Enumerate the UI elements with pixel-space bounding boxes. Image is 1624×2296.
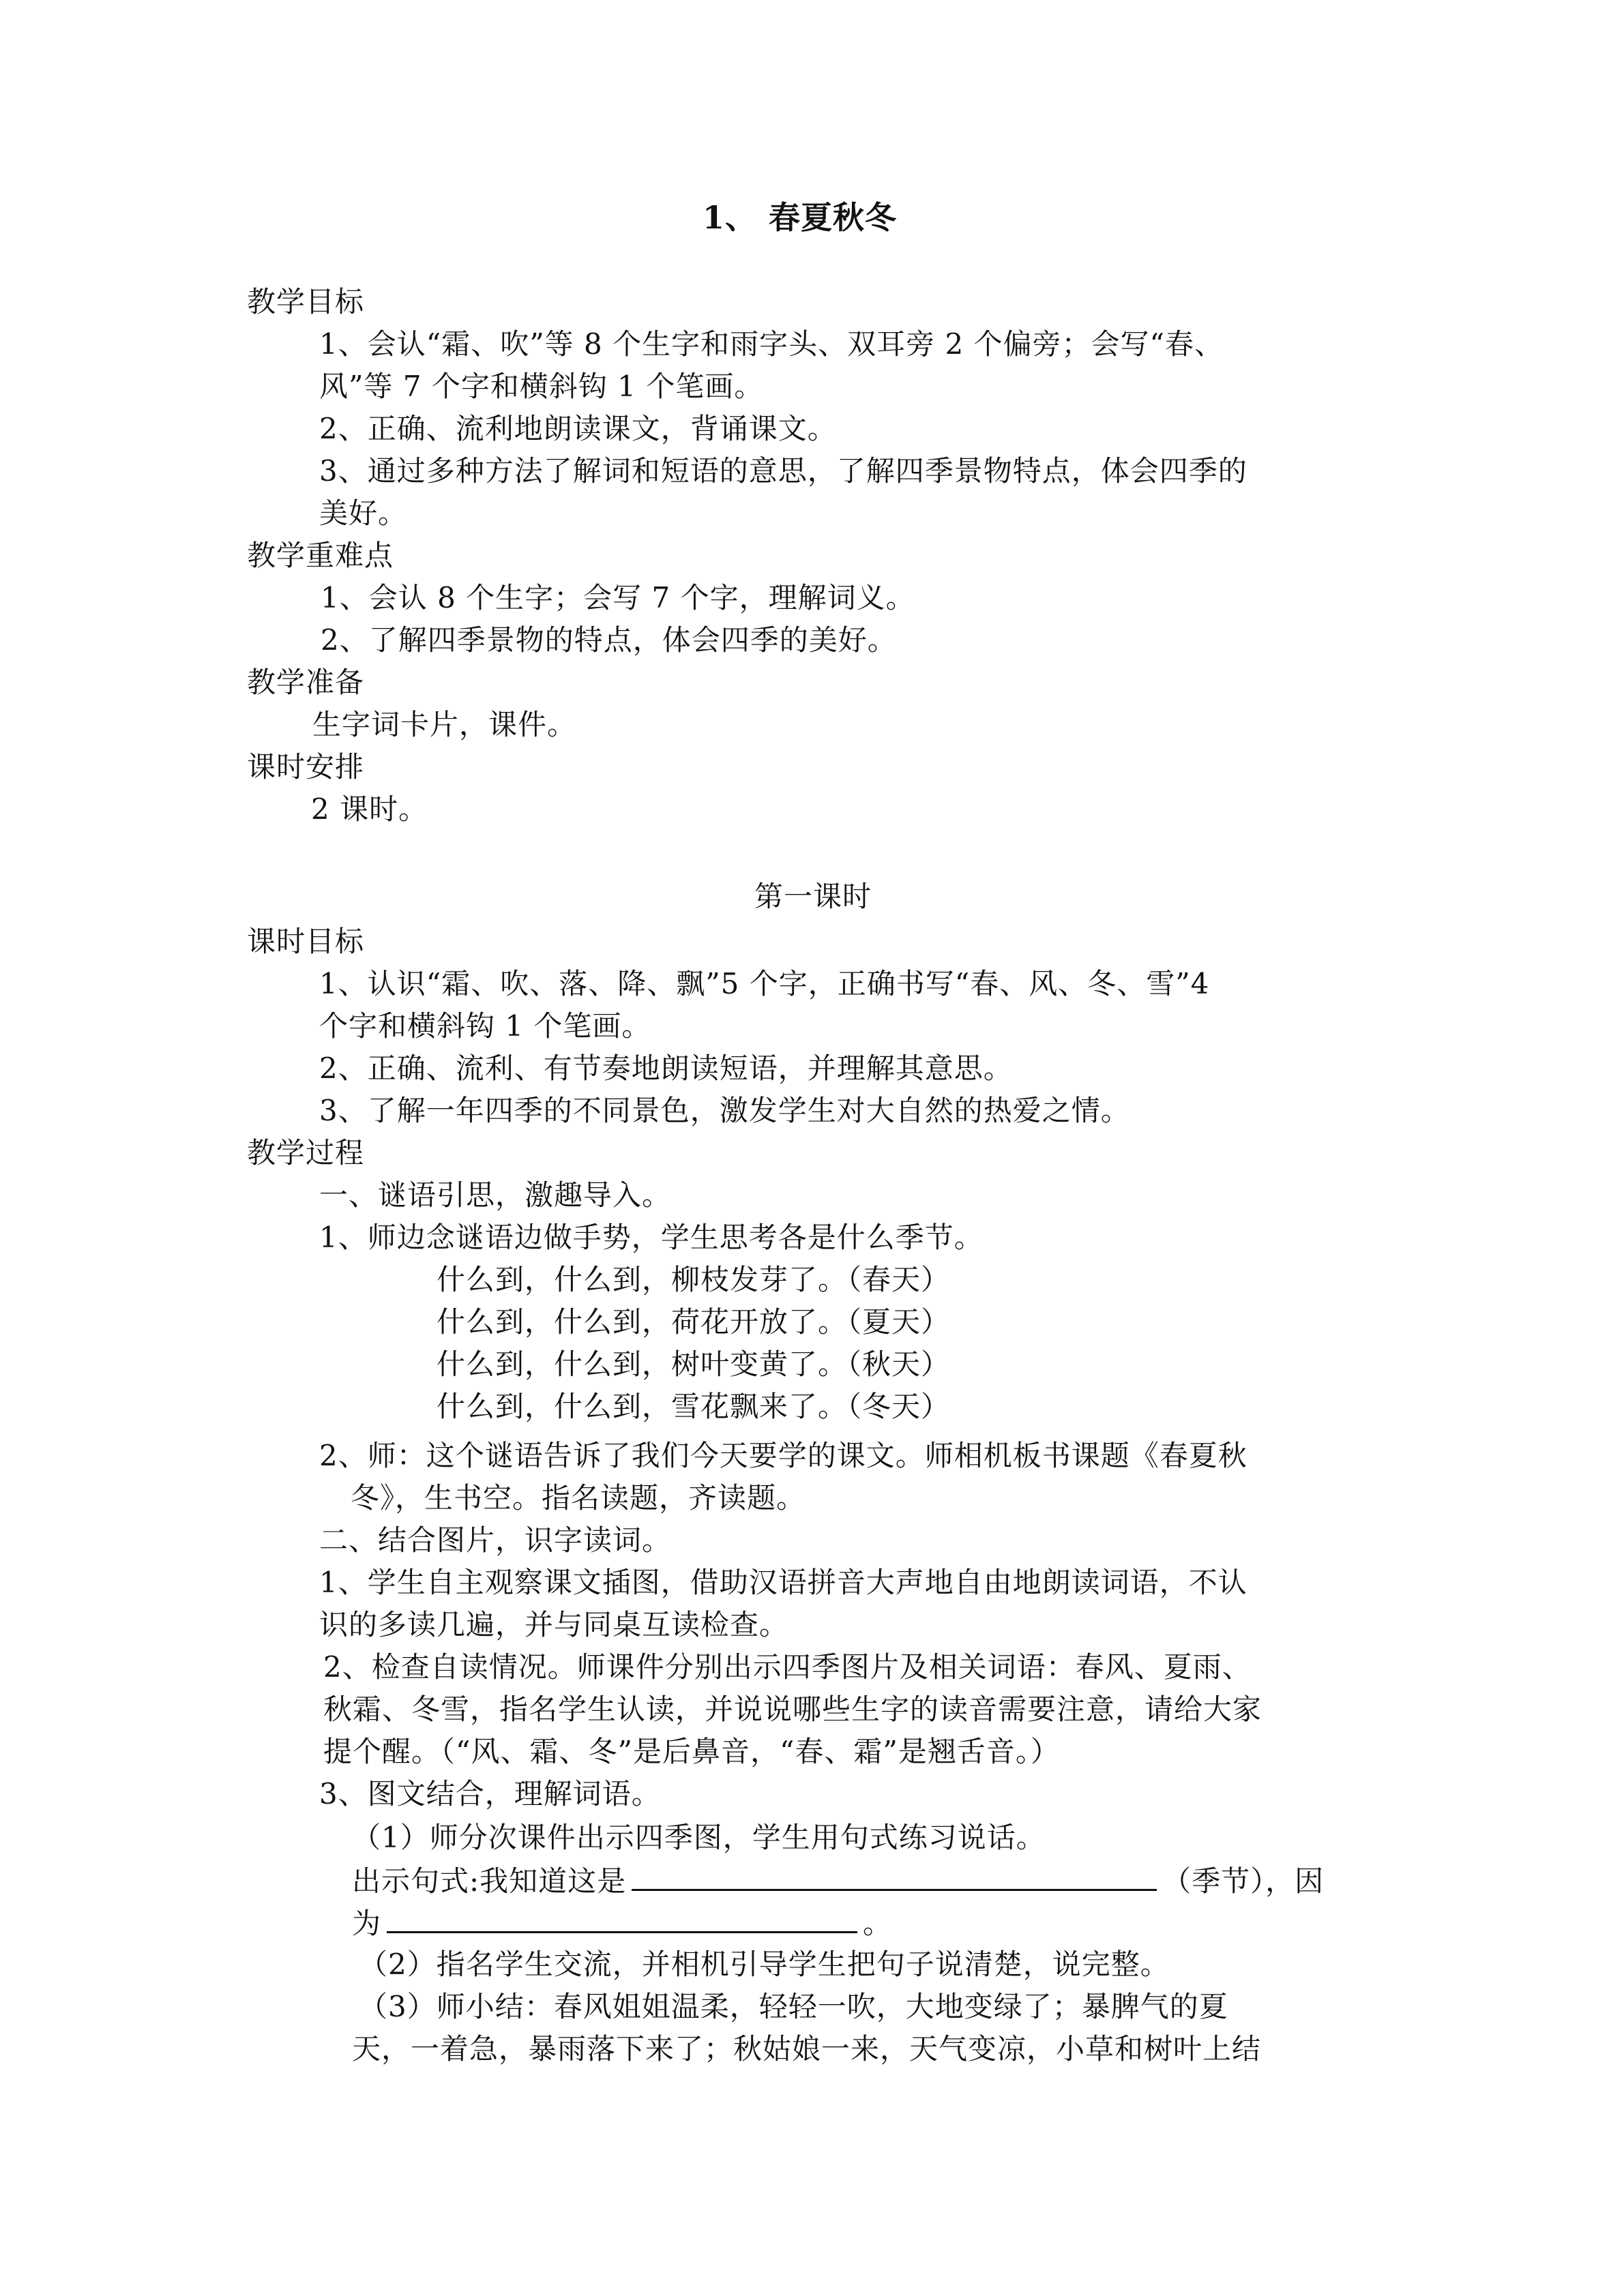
sentence-pattern-suffix: （季节），因 bbox=[1162, 1864, 1325, 1898]
text-line: 美好。 bbox=[319, 496, 408, 530]
text-line: 生字词卡片，课件。 bbox=[312, 708, 577, 741]
text-line: 2、了解四季景物的特点，体会四季的美好。 bbox=[321, 623, 897, 657]
sentence-pattern-line bbox=[352, 1901, 892, 1945]
text-line: 1、会认 8 个生字；会写 7 个字，理解词义。 bbox=[321, 581, 915, 614]
text-line: 1、学生自主观察课文插图，借助汉语拼音大声地自由地朗读词语，不认 bbox=[319, 1566, 1247, 1599]
page-title: 1、 春夏秋冬 bbox=[703, 199, 898, 236]
text-line: 1、认识“霜、吹、落、降、飘”5 个字，正确书写“春、风、冬、雪”4 bbox=[319, 967, 1210, 1000]
section-heading: 教学准备 bbox=[247, 666, 365, 699]
text-line: 风”等 7 个字和横斜钩 1 个笔画。 bbox=[319, 370, 764, 403]
section-heading: 课时安排 bbox=[247, 750, 365, 784]
section-heading: 课时目标 bbox=[247, 925, 365, 958]
text-line: 个字和横斜钩 1 个笔画。 bbox=[319, 1009, 651, 1043]
sentence-pattern-line bbox=[352, 1859, 1324, 1903]
text-line: 2、正确、流利、有节奏地朗读短语，并理解其意思。 bbox=[319, 1052, 1013, 1085]
text-line: 2、师：这个谜语告诉了我们今天要学的课文。师相机板书课题《春夏秋 bbox=[319, 1439, 1247, 1472]
text-line: 二、结合图片，识字读词。 bbox=[319, 1523, 672, 1557]
section-heading: 教学目标 bbox=[247, 285, 365, 318]
text-line: 3、通过多种方法了解词和短语的意思，了解四季景物特点，体会四季的 bbox=[319, 454, 1247, 488]
text-line: 3、图文结合，理解词语。 bbox=[319, 1777, 661, 1810]
section-heading: 教学过程 bbox=[247, 1136, 365, 1169]
text-line: 1、师边念谜语边做手势，学生思考各是什么季节。 bbox=[319, 1221, 984, 1254]
text-line: 提个醒。（“风、霜、冬”是后鼻音，“春、霜”是翘舌音。） bbox=[323, 1735, 1060, 1768]
text-line: 1、会认“霜、吹”等 8 个生字和雨字头、双耳旁 2 个偏旁；会写“春、 bbox=[319, 327, 1224, 361]
riddle-line: 什么到，什么到，柳枝发芽了。（春天） bbox=[437, 1263, 951, 1296]
text-line: 识的多读几遍，并与同桌互读检查。 bbox=[319, 1608, 789, 1641]
text-line: 2、正确、流利地朗读课文，背诵课文。 bbox=[319, 412, 837, 445]
text-line: （2）指名学生交流，并相机引导学生把句子说清楚，说完整。 bbox=[359, 1948, 1170, 1981]
riddle-line: 什么到，什么到，雪花飘来了。（冬天） bbox=[437, 1390, 951, 1423]
lesson-heading: 第一课时 bbox=[754, 880, 872, 913]
section-heading: 教学重难点 bbox=[247, 539, 394, 572]
text-line: 天，一着急，暴雨落下来了；秋姑娘一来，天气变凉，小草和树叶上结 bbox=[352, 2032, 1262, 2066]
text-line: （1）师分次课件出示四季图，学生用句式练习说话。 bbox=[352, 1821, 1046, 1854]
riddle-line: 什么到，什么到，树叶变黄了。（秋天） bbox=[437, 1347, 951, 1381]
text-line: 2 课时。 bbox=[311, 792, 428, 826]
text-line: 冬》，生书空。指名读题，齐读题。 bbox=[351, 1481, 806, 1515]
text-line: 3、了解一年四季的不同景色，激发学生对大自然的热爱之情。 bbox=[319, 1094, 1130, 1127]
text-line: 一、谜语引思，激趣导入。 bbox=[319, 1178, 672, 1212]
riddle-line: 什么到，什么到，荷花开放了。（夏天） bbox=[437, 1305, 951, 1339]
fill-in-blank bbox=[387, 1901, 857, 1933]
text-line: 2、检查自读情况。师课件分别出示四季图片及相关词语：春风、夏雨、 bbox=[323, 1650, 1252, 1684]
text-line: 秋霜、冬雪，指名学生认读，并说说哪些生字的读音需要注意，请给大家 bbox=[323, 1693, 1263, 1726]
sentence-pattern-prefix: 出示句式:我知道这是 bbox=[352, 1864, 627, 1898]
fill-in-blank bbox=[632, 1859, 1157, 1891]
sentence-pattern-prefix: 为 bbox=[352, 1907, 382, 1940]
text-line: （3）师小结：春风姐姐温柔，轻轻一吹，大地变绿了；暴脾气的夏 bbox=[359, 1990, 1228, 2023]
sentence-pattern-suffix: 。 bbox=[863, 1907, 893, 1940]
